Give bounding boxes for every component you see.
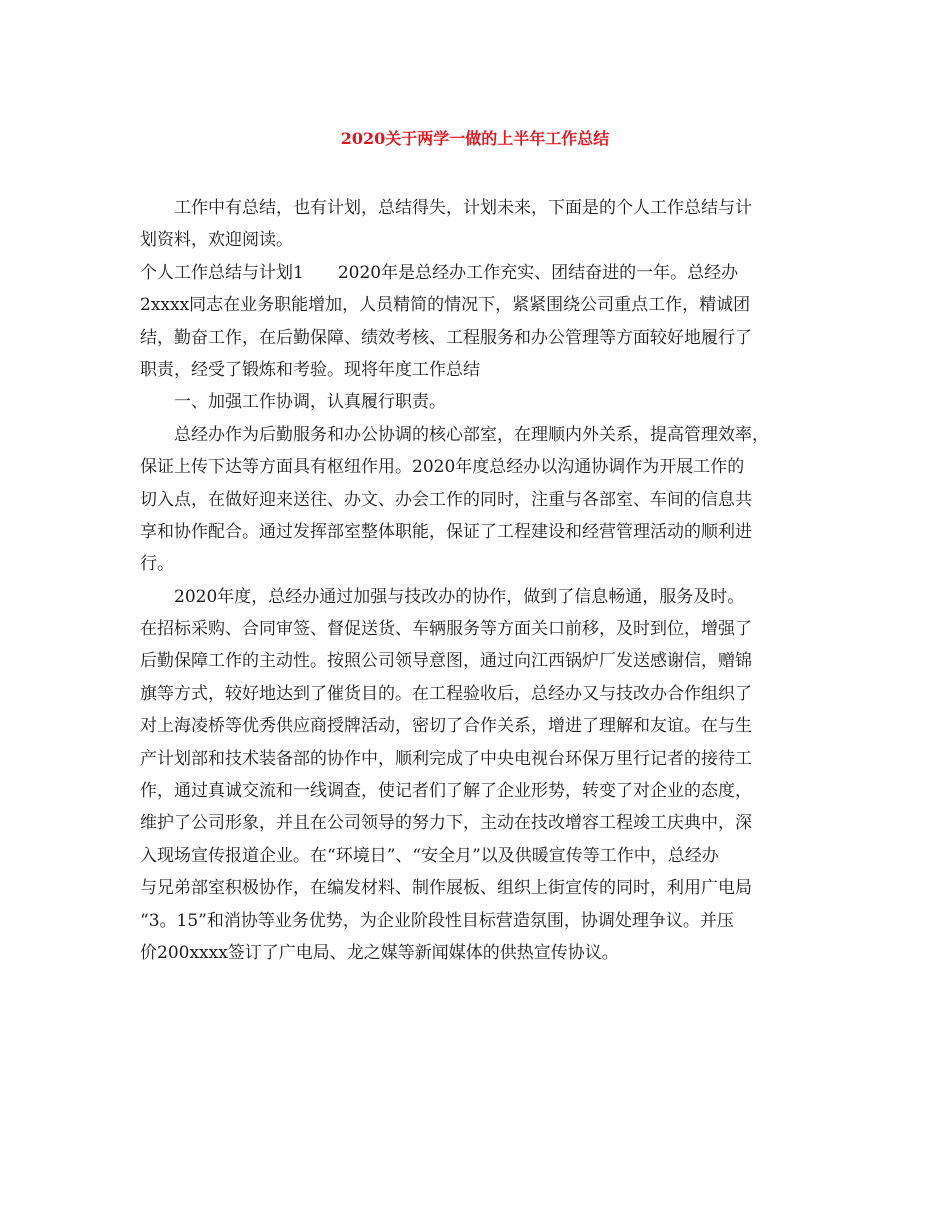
text-line: 切入点，在做好迎来送往、办文、办会工作的同时，注重与各部室、车间的信息共	[140, 489, 752, 510]
text-line: 保证上传下达等方面具有枢纽作用。2020年度总经办以沟通协调作为开展工作的	[140, 457, 745, 478]
text-line: 划资料，欢迎阅读。	[140, 230, 293, 251]
text-line: 产计划部和技术装备部的协作中，顺利完成了中央电视台环保万里行记者的接待工	[140, 748, 752, 769]
text-line: 结，勤奋工作，在后勤保障、绩效考核、工程服务和办公管理等方面较好地履行了	[140, 327, 752, 348]
text-line: 入现场宣传报道企业。在“环境日”、“安全月”以及供暖宣传等工作中，总经办	[140, 845, 719, 866]
document-title: 2020关于两学一做的上半年工作总结	[340, 129, 610, 148]
text-line: “3。15”和消协等业务优势，为企业阶段性目标营造氛围，协调处理争议。并压	[140, 910, 734, 931]
text-line: 维护了公司形象，并且在公司领导的努力下，主动在技改增容工程竣工庆典中，深	[140, 813, 752, 834]
text-line: 工作中有总结，也有计划，总结得失，计划未来，下面是的个人工作总结与计	[174, 198, 752, 218]
text-line: 后勤保障工作的主动性。按照公司领导意图，通过向江西锅炉厂发送感谢信，赠锦	[140, 651, 752, 672]
text-line: 总经办作为后勤服务和办公协调的核心部室，在理顺内外关系，提高管理效率，	[174, 424, 769, 445]
text-line: 在招标采购、合同审签、督促送货、车辆服务等方面关口前移，及时到位，增强了	[140, 619, 752, 640]
text-line: 2020年度，总经办通过加强与技改办的协作，做到了信息畅通，服务及时。	[174, 586, 745, 607]
text-line: 价200xxxx签订了广电局、龙之媒等新闻媒体的供热宣传协议。	[140, 942, 619, 963]
text-line: 作，通过真诚交流和一线调查，使记者们了解了企业形势，转变了对企业的态度，	[140, 781, 752, 802]
text-line: 个人工作总结与计划1 2020年是总经办工作充实、团结奋进的一年。总经办	[140, 262, 739, 283]
text-line: 一、加强工作协调，认真履行职责。	[174, 392, 446, 413]
document-body	[140, 192, 820, 969]
text-line: 职责，经受了锻炼和考验。现将年度工作总结	[140, 359, 480, 380]
text-line: 与兄弟部室积极协作，在编发材料、制作展板、组织上街宣传的同时，利用广电局	[140, 878, 752, 899]
text-line: 2xxxx同志在业务职能增加，人员精简的情况下，紧紧围绕公司重点工作，精诚团	[140, 295, 751, 316]
text-line: 对上海凌桥等优秀供应商授牌活动，密切了合作关系，增进了理解和友谊。在与生	[140, 716, 752, 737]
text-line: 享和协作配合。通过发挥部室整体职能，保证了工程建设和经营管理活动的顺利进	[140, 521, 752, 542]
text-line: 行。	[140, 554, 174, 575]
text-line: 旗等方式，较好地达到了催货目的。在工程验收后，总经办又与技改办合作组织了	[140, 683, 752, 704]
